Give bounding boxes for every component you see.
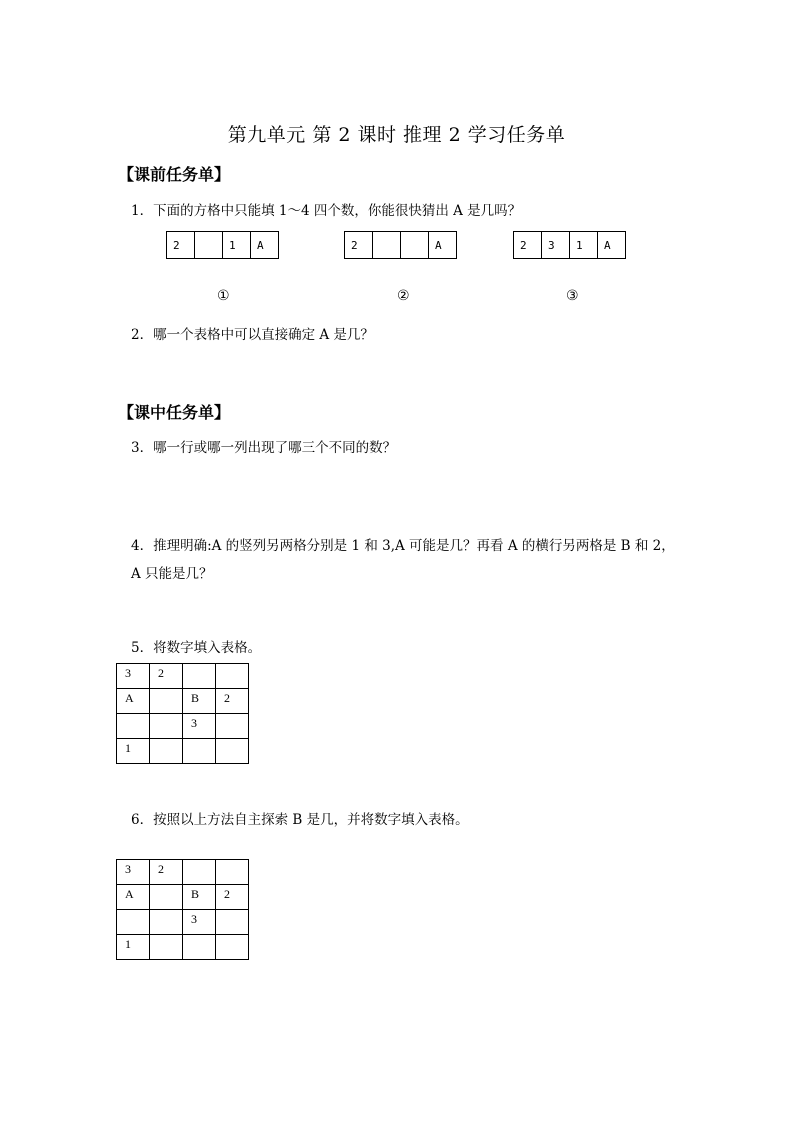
grid-cell: [216, 739, 249, 764]
grid-cell: 3: [117, 664, 150, 689]
grid-cell: B: [183, 689, 216, 714]
page-title: 第九单元 第 2 课时 推理 2 学习任务单: [227, 124, 566, 146]
grid-cell: [150, 885, 183, 910]
question-6: 6．按照以上方法自主探索 B 是几，并将数字填入表格。: [131, 812, 469, 828]
grid-cell: [216, 664, 249, 689]
grid-cell: [150, 714, 183, 739]
grid-q5: [116, 663, 249, 764]
grid-cell: [150, 689, 183, 714]
grid-cell: [150, 739, 183, 764]
grid-cell: [183, 739, 216, 764]
number-strip-1: [166, 231, 279, 259]
grid-cell: 3: [117, 860, 150, 885]
strip-label-3: ③: [566, 288, 579, 304]
grid-cell: [150, 935, 183, 960]
question-4-line-2: A 只能是几？: [131, 566, 213, 582]
grid-cell: [183, 664, 216, 689]
question-1: 1．下面的方格中只能填 1～4 四个数，你能很快猜出 A 是几吗？: [131, 203, 522, 219]
strip-cell: A: [598, 232, 626, 259]
question-3: 3．哪一行或哪一列出现了哪三个不同的数？: [131, 440, 397, 456]
grid-cell: A: [117, 689, 150, 714]
grid-cell: 2: [150, 860, 183, 885]
grid-cell: 1: [117, 935, 150, 960]
grid-cell: 2: [216, 885, 249, 910]
strip-cell: [373, 232, 401, 259]
grid-cell: 3: [183, 910, 216, 935]
question-2: 2．哪一个表格中可以直接确定 A 是几？: [131, 327, 374, 343]
grid-cell: 2: [216, 689, 249, 714]
strip-label-2: ②: [397, 288, 410, 304]
strip-cell: A: [251, 232, 279, 259]
strip-label-1: ①: [217, 288, 230, 304]
strip-cell: 2: [514, 232, 542, 259]
strip-cell: [401, 232, 429, 259]
grid-cell: [117, 714, 150, 739]
strip-cell: 1: [570, 232, 598, 259]
pre-class-heading: 【课前任务单】: [118, 165, 231, 184]
strip-cell: A: [429, 232, 457, 259]
strip-cell: 3: [542, 232, 570, 259]
grid-cell: [216, 860, 249, 885]
number-strip-3: [513, 231, 626, 259]
in-class-heading: 【课中任务单】: [118, 403, 231, 422]
strip-cell: 2: [167, 232, 195, 259]
grid-cell: A: [117, 885, 150, 910]
grid-q6: [116, 859, 249, 960]
grid-cell: [183, 860, 216, 885]
strip-cell: 1: [223, 232, 251, 259]
grid-cell: [183, 935, 216, 960]
number-strip-2: [344, 231, 457, 259]
grid-cell: 3: [183, 714, 216, 739]
grid-cell: [150, 910, 183, 935]
grid-cell: [117, 910, 150, 935]
question-4-line-1: 4．推理明确:A 的竖列另两格分别是 1 和 3,A 可能是几？再看 A 的横行另两格是 B 和 2，: [131, 538, 675, 554]
grid-cell: 2: [150, 664, 183, 689]
grid-cell: B: [183, 885, 216, 910]
strip-cell: 2: [345, 232, 373, 259]
grid-cell: [216, 935, 249, 960]
grid-cell: [216, 714, 249, 739]
grid-cell: 1: [117, 739, 150, 764]
grid-cell: [216, 910, 249, 935]
question-5: 5．将数字填入表格。: [131, 640, 262, 656]
strip-cell: [195, 232, 223, 259]
